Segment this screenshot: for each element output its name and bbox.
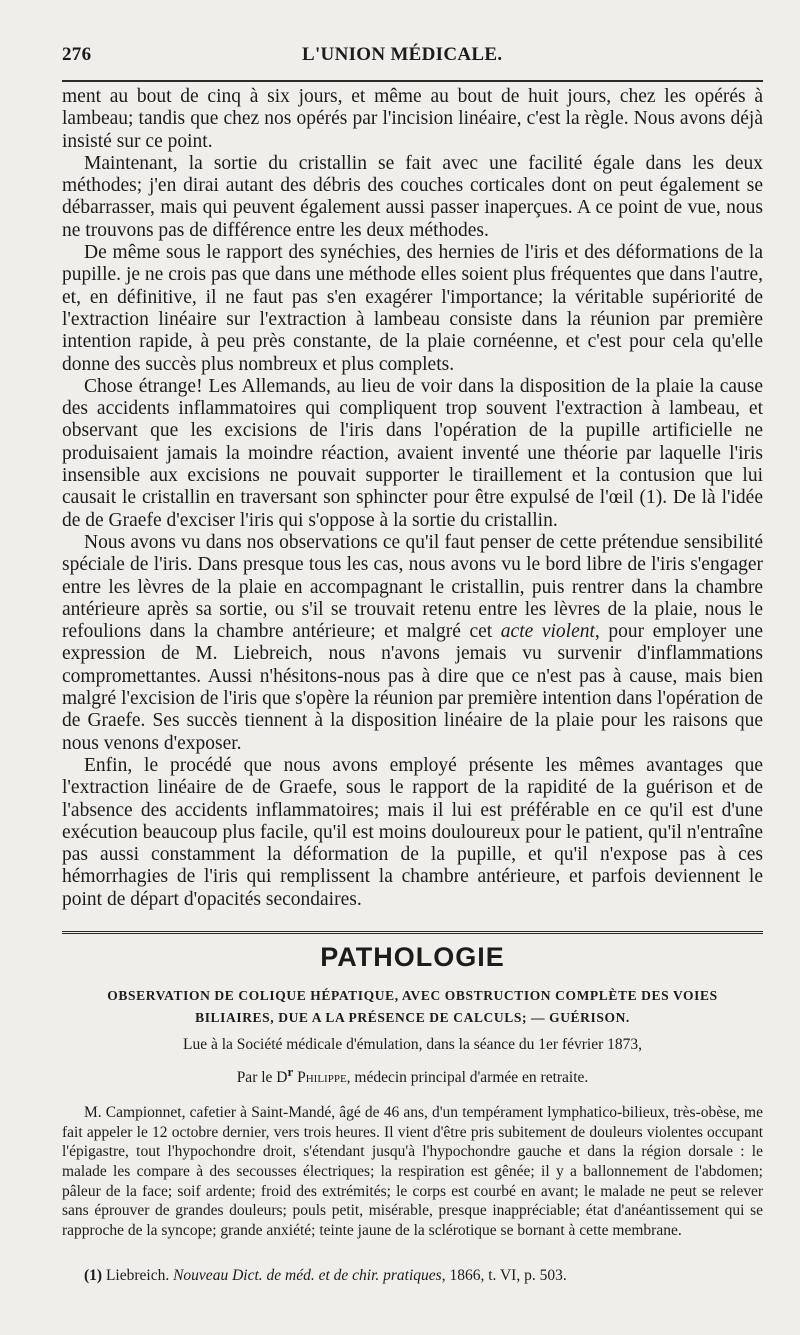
author-name: Philippe [293, 1069, 347, 1087]
case-paragraph: M. Campionnet, cafetier à Saint-Mandé, âgé de 46 ans, d'un tempérament lymphatico-bilieux, très-obèse, me fait appeler le 12 octobre dernier, vers trois heures. Il vient d'être pris subitement de douleurs violentes occupant l'épigastre, tout l'hypochondre droit, s'étendant jusqu'à l'hypochondre gauche et dans la région dorsale : le malade les compare à des secousses électriques; la respiration est gênée; il y a ballonnement de l'abdomen; pâleur de la face; soif ardente; froid des extrémités; le corps est courbé en avant; le malade ne peut se relever sans éprouver de grandes douleurs; pouls petit, misérable, presque inappréciable; état d'anéantissement qui se rapproche de la syncope; grande anxiété; teinte jaune de la sclérotique se bornant à cette membrane. [62, 1104, 763, 1239]
paragraph: Maintenant, la sortie du cristallin se fait avec une facilité égale dans les deux méthodes; j'en dirai autant des débris des couches corticales dont on peut également se débarrasser, mais qui peuvent également aussi passer inaperçues. A ce point de vue, nous ne trouvons pas de différence entre les deux méthodes. [62, 152, 763, 241]
case-report [62, 1103, 763, 1240]
paragraph-text: Nous avons vu dans nos observations ce qu'il faut penser de cette prétendue sensibilité spéciale de l'iris. Dans presque tous les cas, nous avons vu le bord libre de l'iris s'engager entre les lèvres de la plaie en accompagnant le cristallin, puis rentrer dans la chambre antérieure après sa sortie, ou s'il se trouvait retenu entre les lèvres de la plaie, nous le refoulions dans la chambre antérieure; et malgré cet [62, 531, 763, 643]
paragraph-text: De là l'idée de de Graefe d'exciser l'iris qui s'oppose à la sortie du cristallin. [62, 487, 763, 531]
paragraph-text: , pour employer une expression de M. Liebreich, nous n'avons jemais vu survenir d'inflammations compromettantes. Aussi n'hésitons-nous pas à dire que ce n'est pas à cause, mais bien malgré l'excision de l'iris que s'opère la réunion par première intention dans l'opération de de Graefe. Ses succès tiennent à la disposition linéaire de la plaie pour les raisons que nous venons d'exposer. [62, 621, 763, 754]
observation-title: BILIAIRES, DUE A LA PRÉSENCE DE CALCULS; — GUÉRISON. [195, 1009, 630, 1025]
footnote-details: , 1866, t. VI, p. 503. [441, 1267, 567, 1285]
author-suffix: , médecin principal d'armée en retraite. [346, 1069, 589, 1087]
read-at-note [62, 1033, 763, 1056]
footnote-title: Nouveau Dict. de méd. et de chir. pratiques [173, 1267, 442, 1285]
emphasis-text: acte violent [500, 621, 595, 643]
observation-title: OBSERVATION DE COLIQUE HÉPATIQUE, AVEC OBSTRUCTION COMPLÈTE DES VOIES [107, 987, 718, 1003]
footnote [62, 1266, 763, 1286]
section-title: PATHOLOGIE [320, 941, 505, 972]
section-divider [62, 931, 763, 938]
page-number: 276 [62, 44, 92, 65]
footnote-reference[interactable]: (1). [639, 487, 668, 509]
footnote-number: (1) [84, 1267, 103, 1285]
paragraph: De même sous le rapport des synéchies, des hernies de l'iris et des déformations de la pupille. je ne crois pas que dans une méthode elles soient plus fréquentes que dans l'autre, et, en définitive, il ne faut pas s'en exagérer l'importance; la véritable supériorité de l'extraction linéaire sur l'extraction à lambeau consiste dans la réunion par première intention rapide, à peu près constante, de la plaie cornéenne, et c'est pour cela qu'elle donne des succès plus nombreux et plus complets. [62, 242, 763, 375]
paragraph-text: Chose étrange! Les Allemands, au lieu de voir dans la disposition de la plaie la cause des accidents inflammatoires qui compliquent trop souvent l'extraction à lambeau, et observant que les excisions de l'iris dans l'opération de la pupille artificielle ne produisaient jamais la moindre réaction, avaient inventé une théorie par laquelle l'iris insensible aux excisions ne pouvait supporter le tiraillement et la contusion que lui causait le cristallin en traversant son sphincter pour être expulsé de l'œil [62, 375, 763, 509]
paragraph: Enfin, le procédé que nous avons employé présente les mêmes avantages que l'extraction linéaire de de Graefe, sous le rapport de la rapidité de la guérison et de l'absence des accidents inflammatoires; mais il lui est préférable en ce qu'il est d'une exécution beaucoup plus facile, qu'il est moins douloureux pour le patient, qu'il n'entraîne pas aussi constamment la déformation de la pupille, et qu'il n'expose pas à ces hémorrhagies de l'iris qui remplissent la chambre antérieure, et parfois deviennent le point de départ d'opacités secondaires. [62, 754, 763, 910]
footnote-author: Liebreich. [102, 1267, 174, 1285]
page-header [62, 44, 763, 70]
header-rule [62, 80, 763, 82]
read-at-text: Lue à la Société médicale d'émulation, dans la séance du 1er février 1873, [183, 1035, 642, 1053]
main-text [62, 86, 763, 911]
paragraph [62, 376, 763, 532]
paragraph: ment au bout de cinq à six jours, et même au bout de huit jours, chez les opérés à lambeau; tandis que chez nos opérés par l'incision linéaire, c'est la règle. Nous avons déjà insisté sur ce point. [62, 86, 763, 152]
author-superscript: r [287, 1063, 294, 1079]
paragraph [62, 532, 763, 755]
author-prefix: Par le D [236, 1069, 288, 1087]
running-title: L'UNION MÉDICALE. [302, 44, 503, 65]
author-line [62, 1060, 763, 1089]
